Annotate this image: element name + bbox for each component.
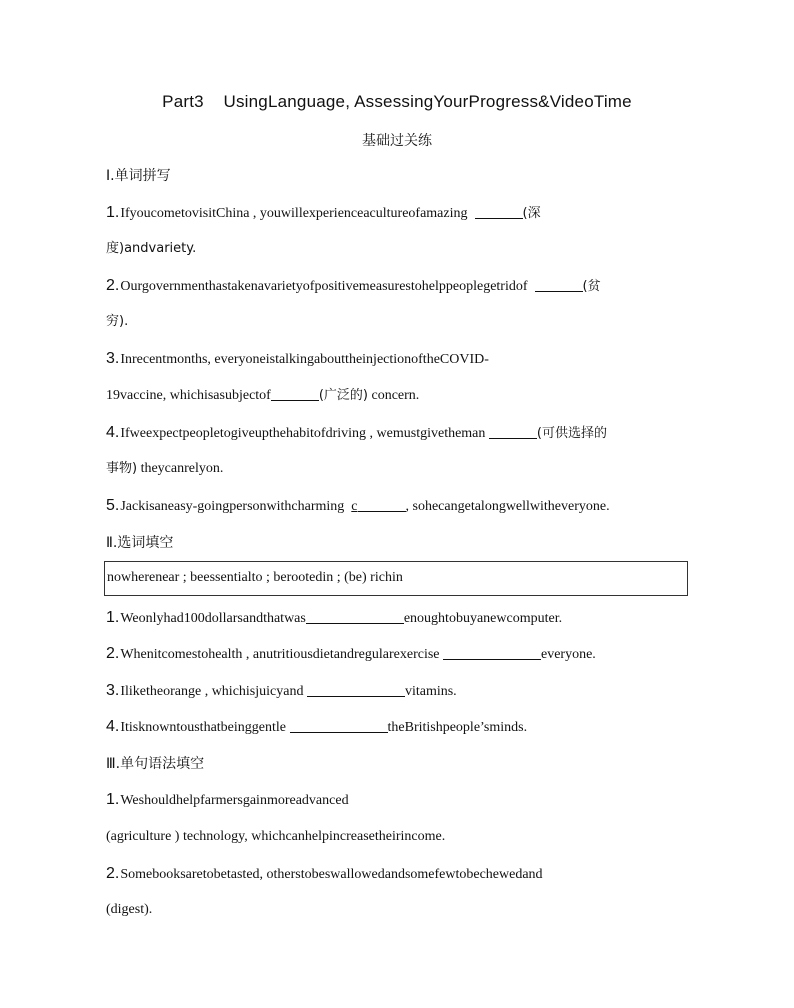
question-number: 2.	[106, 645, 120, 662]
answer-blank[interactable]	[475, 204, 523, 219]
s2-question-4	[106, 717, 527, 738]
hint-text: (贫	[582, 279, 601, 294]
question-text: Ifweexpectpeopletogiveupthehabitofdriving , wemustgivetheman	[120, 426, 489, 441]
hint-text: (可供选择的	[536, 426, 607, 441]
hint-text: (广泛的)	[318, 388, 368, 403]
question-text: Ourgovernmenthastakenavarietyofpositivemeasurestohelppeoplegetridof	[120, 279, 535, 294]
question-text: 度)andvariety.	[106, 241, 197, 256]
answer-blank[interactable]	[307, 682, 405, 697]
question-number: 1.	[106, 204, 120, 221]
section-2-heading: Ⅱ.选词填空	[106, 535, 174, 551]
s3-question-1-line-2	[106, 827, 445, 847]
s2-question-2	[106, 644, 596, 665]
answer-blank[interactable]	[306, 609, 404, 624]
question-text: Itisknowntousthatbeinggentle	[120, 720, 290, 735]
question-number: 3.	[106, 350, 120, 367]
s1-question-1-line-2	[106, 239, 196, 259]
answer-blank[interactable]	[290, 718, 388, 733]
question-number: 3.	[106, 682, 120, 699]
hint-text: (深	[522, 206, 541, 221]
question-text: Jackisaneasy-goingpersonwithcharming	[120, 499, 352, 514]
page-subtitle: 基础过关练	[362, 133, 432, 149]
word-bank-box	[104, 561, 688, 596]
s2-question-3	[106, 681, 457, 702]
s1-question-1-line-1	[106, 203, 541, 224]
answer-blank[interactable]	[358, 497, 406, 512]
question-text: Somebooksaretobetasted, otherstobeswallowedandsomefewtobechewedand	[120, 867, 543, 882]
s2-question-1	[106, 608, 562, 629]
section-3-heading: Ⅲ.单句语法填空	[106, 756, 205, 772]
s1-question-2-line-2	[106, 312, 128, 332]
s1-question-4-line-1	[106, 423, 607, 444]
question-text: 穷).	[106, 314, 129, 329]
question-text: Iliketheorange , whichisjuicyand	[120, 684, 307, 699]
question-number: 4.	[106, 424, 120, 441]
question-number: 5.	[106, 497, 120, 514]
s1-question-3-line-2	[106, 386, 419, 406]
question-number: 1.	[106, 791, 120, 808]
question-number: 1.	[106, 609, 120, 626]
s1-question-5-line-1	[106, 496, 610, 517]
s3-question-1-line-1	[106, 790, 349, 811]
answer-blank[interactable]	[535, 277, 583, 292]
question-text: IfyoucometovisitChina , youwillexperienceacultureofamazing	[120, 206, 475, 221]
question-text: theBritishpeople’sminds.	[387, 720, 528, 735]
question-text: vitamins.	[404, 684, 457, 699]
word-bank-text: nowherenear ; beessentialto ; berootedin ; (be) richin	[107, 570, 403, 585]
s3-question-2-line-2	[106, 900, 152, 920]
initial-letter-hint: c	[351, 499, 358, 514]
answer-blank[interactable]	[271, 386, 319, 401]
question-text: Weonlyhad100dollarsandthatwas	[120, 611, 306, 626]
question-text: theycanrelyon.	[137, 461, 224, 476]
section-1-heading: Ⅰ.单词拼写	[106, 168, 171, 184]
question-text: Whenitcomestohealth , anutritiousdietandregularexercise	[120, 647, 443, 662]
question-text: everyone.	[541, 647, 596, 662]
question-text: , sohecangetalongwellwitheveryone.	[405, 499, 610, 514]
answer-blank[interactable]	[489, 424, 537, 439]
page-title: Part3 UsingLanguage, AssessingYourProgress&VideoTime	[162, 92, 632, 111]
question-number: 4.	[106, 718, 120, 735]
question-text: (agriculture ) technology, whichcanhelpincreasetheirincome.	[106, 829, 446, 844]
question-text: 19vaccine, whichisasubjectof	[106, 388, 271, 403]
s1-question-3-line-1	[106, 349, 489, 370]
question-number: 2.	[106, 277, 120, 294]
question-text: Weshouldhelpfarmersgainmoreadvanced	[120, 793, 349, 808]
question-text: enoughtobuyanewcomputer.	[403, 611, 563, 626]
s1-question-2-line-1	[106, 276, 601, 297]
s3-question-2-line-1	[106, 864, 543, 885]
question-text: concern.	[367, 388, 420, 403]
answer-blank[interactable]	[443, 645, 541, 660]
s1-question-4-line-2	[106, 459, 223, 479]
question-number: 2.	[106, 865, 120, 882]
question-text: (digest).	[106, 902, 153, 917]
question-text: Inrecentmonths, everyoneistalkingabouttheinjectionoftheCOVID-	[120, 352, 489, 367]
hint-text: 事物)	[106, 461, 138, 476]
